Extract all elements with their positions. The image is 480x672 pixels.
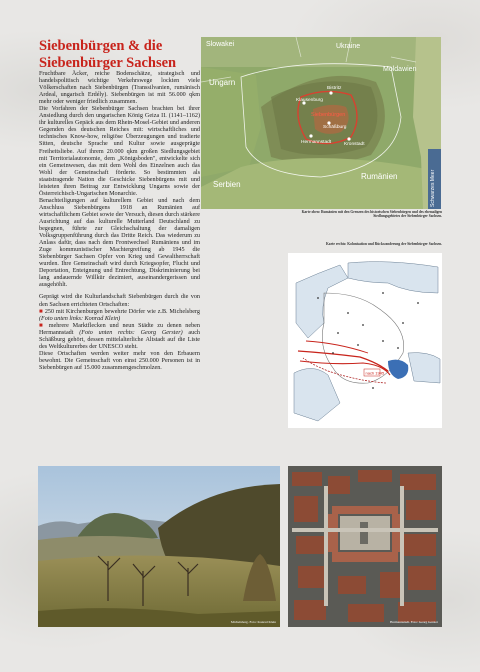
paragraph-20th-century: Benachteiligungen auf kulturellem Gebiet und nach dem Anschluss Siebenbürgens 1918 an Rumänien auf wirtschaftlichem Gebiet sowie der Versuch, diesen durch stärkere Ausrichtung auf das kulturelle Mutterland Deutschland zu begegnen, führte zur Gleichschaltung der damaligen Volksgruppenführung durch das Dritte Reich. Das wiederum zu Anlass dafür, dass nach dem Frontwechsel Rumäniens und im Zuge kommunistischer Machtergreifung ab 1945 die Siebenbürger Sachsen Opfer von Krieg und Gewaltherrschaft wurden. Ihre Gemeinschaft wird durch Kriegsopfer, Flucht und Deportation, Enteignung und Entrechtung, Diskriminierung bei lang andauernde Willkür dezimiert, auseinandergerissen und ausgehöhlt.	[39, 197, 200, 289]
paragraph-intro: Fruchtbare Äcker, reiche Bodenschätze, strategisch und handelspolitisch wichtige Verkehrswege lockten viele Völkerschaften nach Siebenbürgen (Transsilvanien, rumänisch Ardeal, ungarisch Erdély). Siebenbürgen ist mit 56.000 qkm mehr oder weniger friedlich zusammen.	[39, 71, 200, 106]
map-label-bistritz: Bistritz	[327, 86, 342, 91]
bullet-towns-text-end: auch Schäßburg gehört, dessen mittelalterliche Altstadt auf die Liste des Weltkulturerbes der UNESCO steht.	[39, 329, 200, 350]
town-aerial-photo	[288, 466, 442, 627]
paragraph-closing: Diese Ortschaften werden weiter mehr von den Erbauern bewohnt. Die Gemeinschaft von einst 250.000 Personen ist in Siebenbürgen auf 15.000 zusammengeschmolzen.	[39, 350, 200, 371]
photo2-caption: Hermannstadt. Foto: Georg Gerster	[390, 620, 438, 624]
bullet-villages-text: 250 mit Kirchenburgen bewehrte Dörfer wie z.B. Michelsberg	[44, 308, 200, 315]
paragraph-settlements: Geprägt wird die Kulturlandschaft Siebenbürgen durch die von den Sachsen errichteten Ortschaften:	[39, 294, 200, 308]
page-title	[39, 38, 201, 72]
map-label-kronstadt: Kronstadt	[344, 142, 365, 147]
colonisation-map	[288, 253, 442, 428]
map-label-moldawien: Moldawien	[383, 66, 417, 73]
map2-label: nach 1945	[365, 370, 385, 376]
map-label-ukraine: Ukraine	[336, 43, 361, 50]
bullet-icon: ■	[39, 308, 44, 315]
romania-map	[201, 37, 441, 209]
article-body	[39, 71, 200, 372]
town-aerial-image	[288, 466, 442, 627]
village-photo-image	[38, 466, 280, 627]
map-label-hermannstadt: Hermannstadt	[301, 140, 332, 145]
bullet-towns-text: mehrere Marktflecken und neun Städte zu denen neben Hermannstadt	[39, 322, 200, 336]
paragraph-history: Die Vorfahren der Siebenbürger Sachsen brachten bei ihrer Ansiedlung durch den ungarischen König Geiza II. (1141–1162) ihr kulturelles Gepäck aus dem Rhein-Mosel-Gebiet und anderen Gegenden des deutschen Reiches mit: wirtschaftliches und technisches Know-how, religiöse Überzeugungen und tradierte Sitten, deutsche Sprache und Kultur sowie ausgeprägte Freiheitsliebe. Auf ihrem 20.000 qkm großen Siedlungsgebiet mit Territorialautonomie, dem „Königsboden", entwickelte sich ein Gemeinwesen, das mit dem Wohl des Einzelnen auch das Wohl der Gemeinschaft förderte. So bestimmten als staatstragende Nation die Geschicke Siebenbürgens mit und leisteten ihren Beitrag zur Entwicklung Ungarns sowie der Österreichisch-Ungarischen Monarchie.	[39, 106, 200, 197]
bullet-towns-credit: (Foto unten rechts: Georg Gerster)	[79, 329, 183, 336]
village-photo	[38, 466, 280, 627]
colonisation-map-graphic	[288, 253, 442, 428]
bullet-towns	[39, 323, 200, 351]
map-label-ungarn: Ungarn	[209, 78, 236, 87]
title-line-1: Siebenbürgen & die	[39, 38, 163, 54]
map2-caption: Karte rechts: Kolonisation und Rückwanderung der Siebenbürger Sachsen.	[325, 242, 442, 246]
map-label-schaessburg: Schäßburg	[323, 125, 347, 130]
photo1-caption: Michelsberg. Foto: Konrad Klein	[230, 620, 276, 624]
map-label-siebenbuergen: Siebenbürgen	[311, 112, 346, 118]
map-label-serbien: Serbien	[213, 180, 241, 189]
title-line-2: Siebenbürger Sachsen	[39, 55, 177, 71]
map-label-rumaenien: Rumänien	[361, 172, 398, 181]
romania-map-graphic	[201, 37, 441, 209]
map-label-klausenburg: Klausenburg	[296, 98, 323, 103]
bullet-villages-credit: (Foto unten links: Konrad Klein)	[39, 315, 121, 322]
bullet-villages	[39, 309, 200, 323]
bullet-icon: ■	[39, 322, 45, 329]
map-label-slowakei: Slowakei	[206, 41, 235, 48]
map-label-meer: Schwarzes Meer	[430, 169, 436, 207]
map1-caption: Karte oben: Rumänien mit den Grenzen des historischen Siebenbürgen und des ehemaligen Siedlungsgebietes der Siebenbürger Sachsen.	[301, 210, 442, 219]
